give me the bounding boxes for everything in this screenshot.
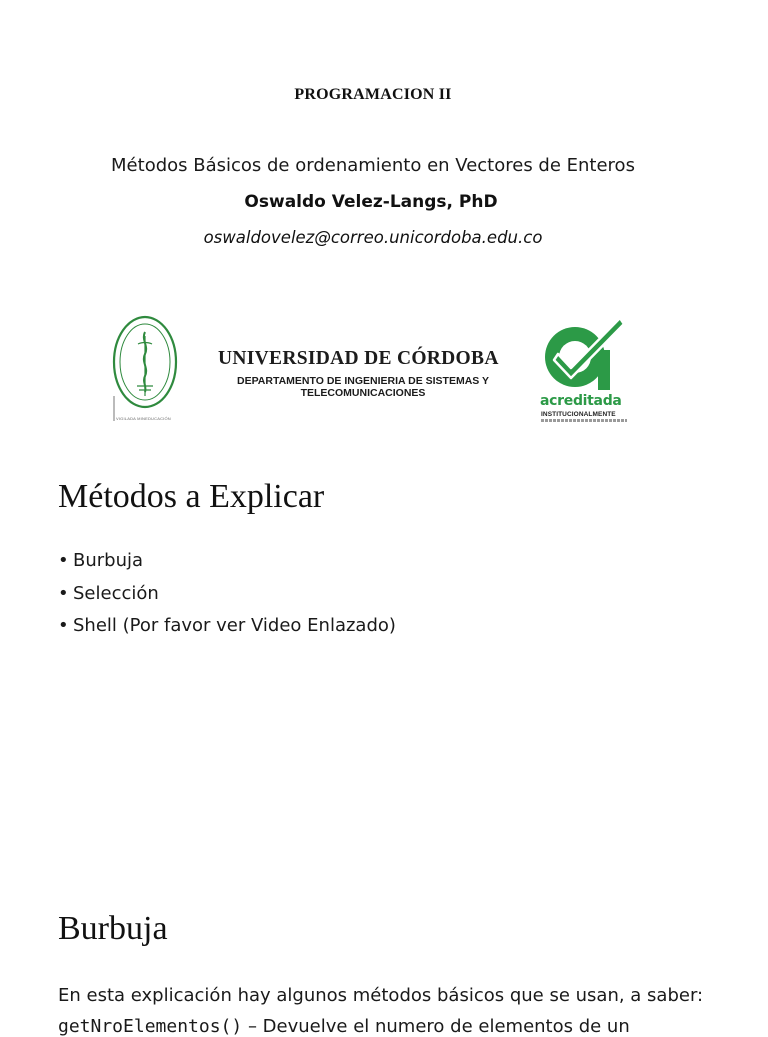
list-item [58, 550, 396, 583]
list-item-label: Shell (Por favor ver Video Enlazado) [73, 615, 396, 636]
methods-list [58, 550, 396, 648]
university-name: UNIVERSIDAD DE CÓRDOBA [218, 348, 499, 369]
accreditation-word: acreditada [540, 393, 622, 409]
course-title: PROGRAMACION II [294, 86, 452, 103]
accreditation-subtitle: INSTITUCIONALMENTE [541, 411, 616, 418]
seal-caption: VIGILADA MINEDUCACIÓN [116, 416, 171, 421]
section-heading-burbuja: Burbuja [58, 910, 168, 947]
university-seal-icon [108, 314, 184, 424]
list-item-label: Burbuja [73, 550, 144, 571]
bullet-icon: • [58, 615, 69, 636]
code-snippet: getNroElementos() [58, 1016, 243, 1037]
burbuja-intro-text: En esta explicación hay algunos métodos básicos que se usan, a saber: [58, 985, 704, 1006]
partial-description: – Devuelve el numero de elementos de un [242, 1016, 630, 1037]
accreditation-fine-print [541, 419, 627, 422]
list-item [58, 583, 396, 616]
list-item-label: Selección [73, 582, 159, 604]
bullet-icon: • [58, 550, 69, 571]
author-email: oswaldovelez@correo.unicordoba.edu.co [203, 228, 543, 247]
list-item [58, 615, 396, 648]
document-subtitle: Métodos Básicos de ordenamiento en Vectores de Enteros [111, 155, 635, 176]
author-name: Oswaldo Velez-Langs, PhD [244, 192, 498, 212]
department-line-1: DEPARTAMENTO DE INGENIERIA DE SISTEMAS Y [236, 375, 490, 387]
burbuja-partial-line [58, 1016, 708, 1037]
bullet-icon: • [58, 582, 69, 604]
accreditation-check-icon [538, 314, 630, 396]
department-line-2: TELECOMUNICACIONES [300, 387, 426, 399]
section-heading-methods: Métodos a Explicar [58, 478, 325, 515]
